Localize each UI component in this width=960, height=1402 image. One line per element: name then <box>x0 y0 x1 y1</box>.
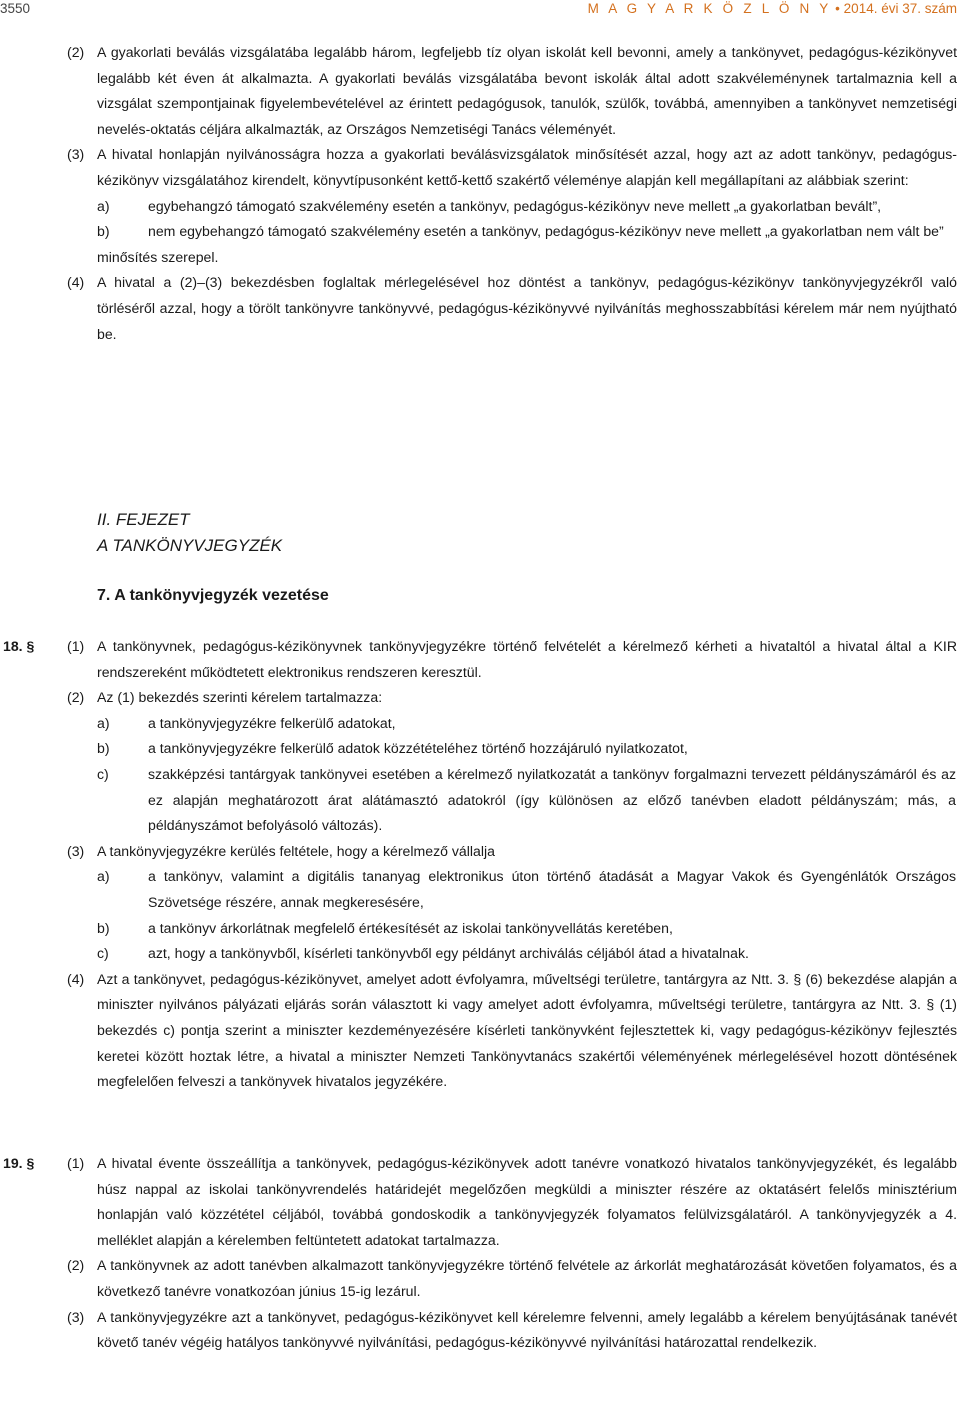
list-item <box>0 864 956 915</box>
item-text: a tankönyvjegyzékre felkerülő adatok közzétételéhez történő hozzájáruló nyilatkozatot, <box>148 740 688 757</box>
paragraph-number: (3) <box>67 842 85 859</box>
art17-block <box>0 40 960 347</box>
list-item <box>0 711 956 737</box>
item-letter: b) <box>97 223 110 240</box>
list-item <box>0 941 956 967</box>
item-letter: a) <box>97 714 110 731</box>
item-letter: b) <box>97 740 110 757</box>
list-item <box>0 194 956 220</box>
item-letter: c) <box>97 945 109 962</box>
section-number: 18. § <box>3 638 35 654</box>
journal-header <box>588 0 957 18</box>
art19-paragraph-3 <box>0 1305 957 1356</box>
item-text: a tankönyv árkorlátnak megfelelő értékesítését az iskolai tankönyvellátás keretében, <box>148 919 673 936</box>
paragraph-text: A tankönyvnek, pedagógus-kézikönyvnek tankönyvjegyzékre történő felvételét a kérelmező kérheti a hivataltól a hivatal által a KIR rendszereként működtetett elektronikus rendszeren keresztül. <box>97 638 957 680</box>
item-letter: b) <box>97 919 110 936</box>
item-text: azt, hogy a tankönyvből, kísérleti tankönyvből egy példányt archiválás céljából átad a hivatalnak. <box>148 945 749 962</box>
art18-paragraph-1 <box>0 634 957 685</box>
art19-paragraph-1 <box>0 1151 957 1253</box>
item-letter: a) <box>97 868 110 885</box>
paragraph-number: (4) <box>67 970 85 987</box>
paragraph-text: A hivatal a (2)–(3) bekezdésben foglaltak mérlegelésével hoz döntést a tankönyv, pedagógus-kézikönyv tankönyvjegyzékről való törléséről azzal, hogy a törölt tankönyvre tankönyvvé, pedagógus-kézikönyvvé nyilvánítás meghosszabbítási kérelem már nem nyújtható be. <box>97 274 957 342</box>
item-text: nem egybehangzó támogató szakvélemény esetén a tankönyv, pedagógus-kézikönyv neve mellett „a gyakorlatban nem vált be” <box>148 223 944 240</box>
art19-block <box>0 1151 960 1356</box>
paragraph-number: (3) <box>67 146 85 163</box>
paragraph-text: Azt a tankönyvet, pedagógus-kézikönyvet, amelyet adott évfolyamra, műveltségi területre, tantárgyra az Ntt. 3. § (6) bekezdése alapján a miniszter nyilvános pályázati eljárás során választott ki vagy amelyet adott évfolyamra, műveltségi területre, tantárgyra az Ntt. 3. § (1) bekezdés c) pontja szerint a miniszter kezdeményezésére kísérleti tankönyvként fejlesztettek ki, vagy pedagógus-kézikönyv fejlesztés keretei között hoztak létre, a hivatal a miniszter Nemzeti Tankönyvtanács szakértői véleményének mérlegelésével hozott döntésének megfelelően felveszi a tankönyvek hivatalos jegyzékére. <box>97 970 957 1090</box>
paragraph-text: A tankönyvnek az adott tanévben alkalmazott tankönyvjegyzékre történő felvétele az árkorlát meghatározását követően folyamatos, és a következő tanévre vonatkozóan június 15-ig lezárul. <box>97 1257 957 1299</box>
paragraph-text: A hivatal évente összeállítja a tankönyvek, pedagógus-kézikönyvek adott tanévre vonatkozó hivatalos tankönyvjegyzékét, és legalább húsz nappal az iskolai tankönyvrendelés határidejét megelőzően megküldi a miniszter részére az oktatásért felelős minisztérium honlapján való közzététel céljából, továbbá gondoskodik a tankönyvjegyzék folyamatos felülvizsgálatáról. A tankönyvjegyzék a 4. melléklet alapján a kérelemben feltüntetett adatokat tartalmazza. <box>97 1155 957 1248</box>
list-item <box>0 219 956 245</box>
chapter-number: II. FEJEZET <box>97 510 190 529</box>
paragraph-number: (2) <box>67 1257 85 1274</box>
list-item <box>0 916 956 942</box>
item-text: a tankönyv, valamint a digitális tananyag elektronikus úton történő átadását a Magyar Vakok és Gyengénlátók Országos Szövetsége részére, annak megkeresésére, <box>148 868 956 910</box>
paragraph-number: (2) <box>67 44 85 60</box>
item-text: egybehangzó támogató szakvélemény esetén a tankönyv, pedagógus-kézikönyv neve mellett „a gyakorlatban bevált”, <box>148 197 882 214</box>
art17-paragraph-3 <box>0 142 957 193</box>
paragraph-text: A tankönyvjegyzékre azt a tankönyvet, pedagógus-kézikönyvet kell kérelemre felvenni, amely legalább a kérelem benyújtásának tanévét követő tanév végéig hatályos tankönyvvé nyilvánítási, pedagógus-kézikönyvvé nyilvánítási határozattal rendelkezik. <box>97 1308 957 1351</box>
paragraph-text: A gyakorlati beválás vizsgálatába legalább három, legfeljebb tíz olyan iskolát kell bevonni, amely a tankönyvet, pedagógus-kézikönyvet legalább két éven át alkalmazta. A gyakorlati beválás vizsgálatába bevont iskolák által adott szakvéleménynek tartalmaznia kell a vizsgálat szempontjainak figyelembevételével az érintett pedagógusok, tanulók, szülők, továbbá, amennyiben a tankönyvet nemzetiségi nevelés-oktatás céljára alkalmazták, az Országos Nemzetiségi Tanács véleményét. <box>97 44 957 137</box>
paragraph-text: A hivatal honlapján nyilvánosságra hozza a gyakorlati beválásvizsgálatok minősítését azzal, hogy azt az adott tankönyv, pedagógus-kézikönyv vizsgálatához kirendelt, könyvtípusonként kettő-kettő szakértő véleménye alapján kell megállapítani az alábbiak szerint: <box>97 146 957 188</box>
paragraph-number: (4) <box>67 274 85 291</box>
paragraph-text: Az (1) bekezdés szerinti kérelem tartalmazza: <box>97 689 383 706</box>
art17-paragraph-4 <box>0 270 957 347</box>
art17-paragraph-2 <box>0 40 957 142</box>
art18-block <box>0 634 960 1095</box>
item-text: a tankönyvjegyzékre felkerülő adatokat, <box>148 714 396 731</box>
paragraph-text: A tankönyvjegyzékre kerülés feltétele, hogy a kérelmező vállalja <box>97 842 495 859</box>
item-letter: a) <box>97 197 110 214</box>
item-text: szakképzési tantárgyak tankönyvei esetében a kérelmező nyilatkozatát a tankönyv forgalmazni tervezett példányszámáról és az ez alapján meghatározott árat alátámasztó adatokról (így különösen az előző tanévben eladott példányszám; más, a példányszámot befolyásoló változás). <box>148 765 956 834</box>
chapter-title: A TANKÖNYVJEGYZÉK <box>97 536 283 555</box>
journal-title: M A G Y A R K Ö Z L Ö N Y <box>587 1 832 16</box>
paragraph-number: (1) <box>67 1155 85 1171</box>
paragraph-number: (2) <box>67 689 85 706</box>
page-number: 3550 <box>0 1 31 16</box>
issue-label: 2014. évi 37. szám <box>843 1 957 16</box>
section-number: 19. § <box>3 1155 35 1171</box>
paragraph-number: (1) <box>67 638 85 654</box>
art18-paragraph-3 <box>0 839 957 865</box>
art18-paragraph-2 <box>0 685 957 711</box>
page-header <box>0 0 960 22</box>
paragraph-number: (3) <box>67 1308 85 1325</box>
art19-paragraph-2 <box>0 1253 957 1304</box>
list-item <box>0 762 956 839</box>
item-letter: c) <box>97 765 109 782</box>
paragraph-tail: minősítés szerepel. <box>97 248 219 265</box>
art18-paragraph-4 <box>0 967 957 1095</box>
header-bullet: • <box>835 1 840 16</box>
section-subtitle: 7. A tankönyvjegyzék vezetése <box>97 587 329 604</box>
list-item <box>0 736 956 762</box>
